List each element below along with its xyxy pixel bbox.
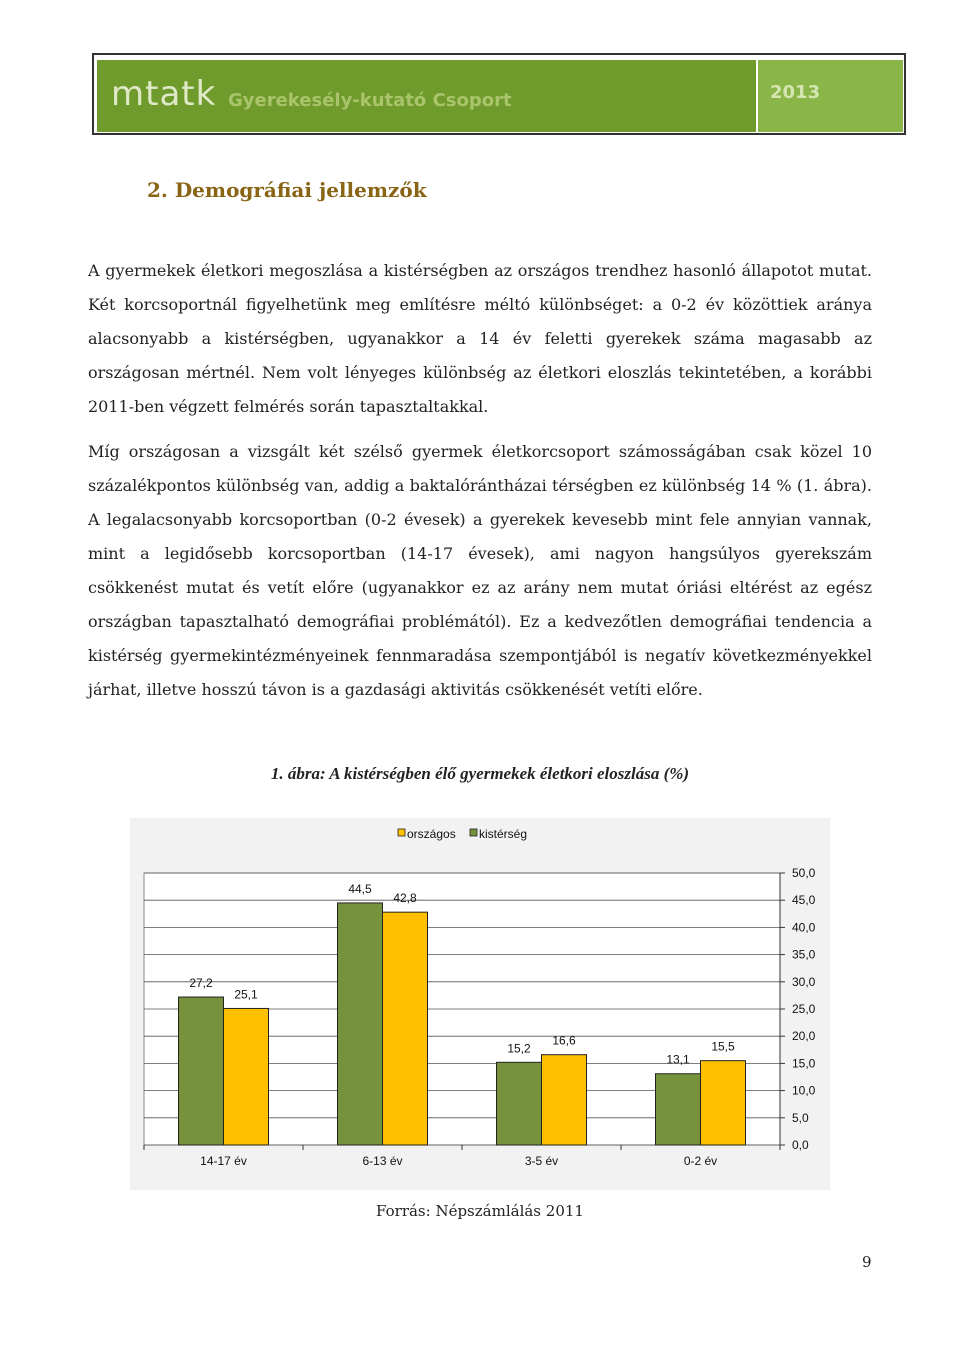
y-tick-label: 0,0 [792,1138,809,1152]
legend-label: kistérség [479,827,528,841]
x-tick-label: 14-17 év [200,1154,247,1168]
y-tick-label: 40,0 [792,920,816,935]
bar [497,1062,542,1145]
y-tick-label: 5,0 [792,1110,809,1125]
bar-chart [130,818,830,1190]
x-tick-label: 6-13 év [362,1154,403,1168]
bar [542,1055,587,1145]
bar [179,997,224,1145]
legend-label: országos [407,827,456,841]
chart-canvas [130,818,830,1190]
bar [656,1074,701,1145]
legend-swatch [470,829,477,836]
data-label: 44,5 [348,881,372,896]
y-tick-label: 10,0 [792,1083,816,1098]
data-label: 25,1 [234,987,258,1002]
y-tick-label: 25,0 [792,1002,816,1016]
legend-swatch [398,829,405,836]
bar [224,1008,269,1145]
figure-caption: 1. ábra: A kistérségben élő gyermekek életkori eloszlása (%) [270,764,690,783]
section-title: 2. Demográfiai jellemzők [147,178,427,202]
data-label: 13,1 [666,1052,690,1067]
mtatk-logo: mtatk [111,74,217,114]
bar [701,1061,746,1145]
bar [383,912,428,1145]
x-tick-label: 0-2 év [683,1154,718,1168]
y-tick-label: 30,0 [792,974,816,989]
x-tick-label: 3-5 év [524,1154,559,1168]
bar [338,903,383,1145]
y-tick-label: 35,0 [792,947,816,962]
y-tick-label: 45,0 [792,893,816,908]
banner-title-area [97,60,756,132]
figure-source: Forrás: Népszámlálás 2011 [376,1202,584,1220]
y-tick-label: 15,0 [792,1056,816,1071]
paragraph-2: Míg országosan a vizsgált két szélső gyermek életkorcsoport számosságában csak közel 10 százalékpontos különbség van, addig a baktalórántházai térségben ez különbség 14 % (1. ábra). A legalacsonyabb korcsoportban (0-2 évesek) a gyerekek kevesebb mint fele annyian vannak, mint a legidősebb korcsoportban (14-17 évesek), ami nagyon hangsúlyos gyerekszám csökkenést mutat és vetít előre (ugyanakkor ez az arány nem mutat óriási eltérést az egész országban tapasztalható demográfiai problémától). Ez a kedvezőtlen demográfiai tendencia a kistérség gyermekintézményeinek fennmaradása szempontjából is negatív következményekkel járhat, illetve hosszú távon is a gazdasági aktivitás csökkenését vetíti előre. [88,442,872,699]
header-banner [92,53,906,135]
page-number: 9 [862,1253,872,1271]
y-tick-label: 50,0 [792,866,816,880]
banner-year-area [758,60,903,132]
paragraph-1: A gyermekek életkori megoszlása a kistérségben az országos trendhez hasonló állapotot mutat. Két korcsoportnál figyelhetünk meg említésre méltó különbséget: a 0-2 év közöttiek aránya alacsonyabb a kistérségben, ugyanakkor a 14 év feletti gyerekek száma magasabb az országosan mértnél. Nem volt lényeges különbség az életkori eloszlás tekintetében, a korábbi 2011-ben végzett felmérés során tapasztaltakkal. [88,261,872,416]
header-year: 2013 [770,82,821,103]
data-label: 42,8 [393,891,417,906]
data-label: 16,6 [552,1033,576,1048]
y-tick-label: 20,0 [792,1029,816,1044]
data-label: 27,2 [189,976,213,991]
group-name: Gyerekesély-kutató Csoport [228,90,512,111]
data-label: 15,5 [711,1039,735,1054]
data-label: 15,2 [507,1041,531,1056]
